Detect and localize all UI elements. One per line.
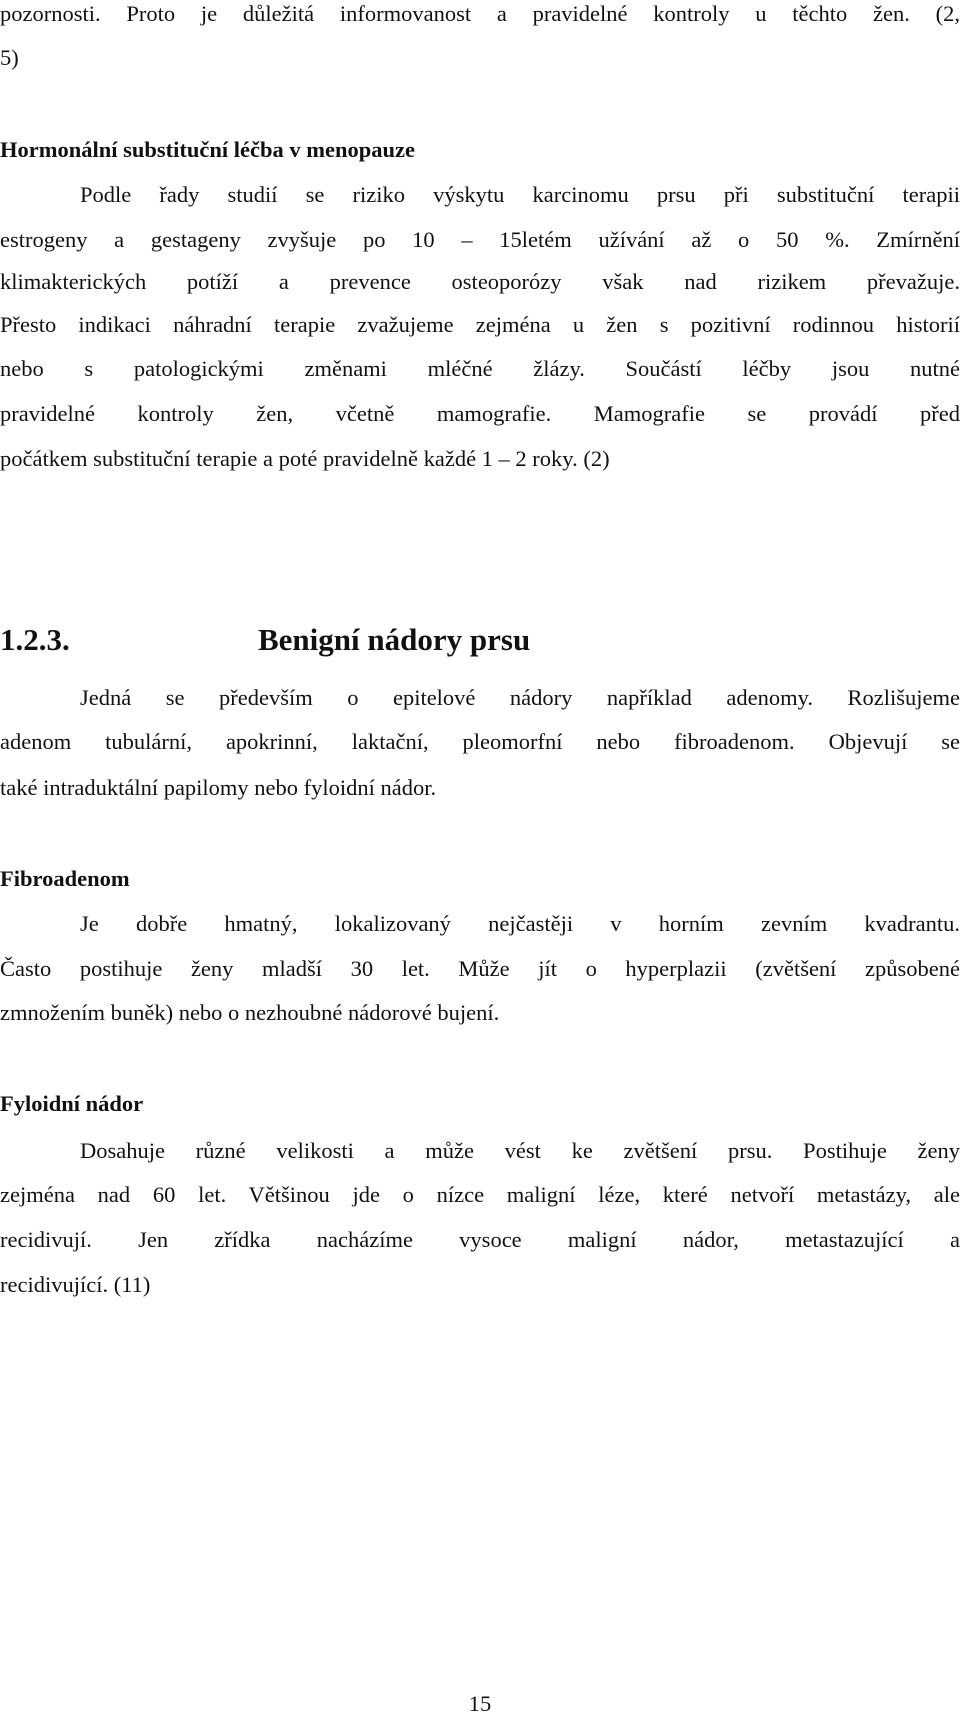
fibroadenom-paragraph-line: zmnožením buněk) nebo o nezhoubné nádorové bujení. (0, 1000, 500, 1025)
hrt-paragraph-line: klimakterických potíží a prevence osteoporózy však nad rizikem převažuje. (0, 269, 960, 294)
hrt-paragraph-line: Přesto indikaci náhradní terapie zvažujeme zejména u žen s pozitivní rodinnou historií (0, 312, 960, 337)
fibroadenom-paragraph-line: Je dobře hmatný, lokalizovaný nejčastěji v horním zevním kvadrantu. (80, 911, 960, 936)
chapter-number: 1.2.3. (0, 622, 70, 657)
hrt-paragraph-line: pravidelné kontroly žen, včetně mamografie. Mamografie se provádí před (0, 401, 960, 426)
hrt-heading: Hormonální substituční léčba v menopauze (0, 137, 416, 162)
hrt-paragraph-line: nebo s patologickými změnami mléčné žlázy. Součástí léčby jsou nutné (0, 356, 960, 381)
hrt-paragraph-line: Podle řady studií se riziko výskytu karcinomu prsu při substituční terapii (80, 182, 960, 207)
fyloidni-paragraph-line: Dosahuje různé velikosti a může vést ke zvětšení prsu. Postihuje ženy (80, 1138, 960, 1163)
benign-paragraph-line: také intraduktální papilomy nebo fyloidní nádor. (0, 775, 437, 800)
fyloidni-paragraph-line: zejména nad 60 let. Většinou jde o nízce maligní léze, které netvoří metastázy, ale (0, 1182, 960, 1207)
benign-paragraph-line: Jedná se především o epitelové nádory například adenomy. Rozlišujeme (80, 685, 960, 710)
fibroadenom-paragraph-line: Často postihuje ženy mladší 30 let. Může jít o hyperplazii (zvětšení způsobené (0, 956, 960, 981)
page-number: 15 (468, 1691, 492, 1716)
fyloidni-heading: Fyloidní nádor (0, 1091, 144, 1116)
hrt-paragraph-line: estrogeny a gestageny zvyšuje po 10 – 15letém užívání až o 50 %. Zmírnění (0, 227, 960, 252)
fibroadenom-heading: Fibroadenom (0, 866, 130, 891)
fyloidni-paragraph-line: recidivující. (11) (0, 1272, 151, 1297)
intro-line-2: 5) (0, 45, 19, 70)
intro-line-1: pozornosti. Proto je důležitá informovanost a pravidelné kontroly u těchto žen. (2, (0, 1, 960, 26)
fyloidni-paragraph-line: recidivují. Jen zřídka nacházíme vysoce maligní nádor, metastazující a (0, 1227, 960, 1252)
hrt-paragraph-line: počátkem substituční terapie a poté pravidelně každé 1 – 2 roky. (2) (0, 446, 610, 471)
benign-paragraph-line: adenom tubulární, apokrinní, laktační, pleomorfní nebo fibroadenom. Objevují se (0, 729, 960, 754)
chapter-title: Benigní nádory prsu (258, 622, 531, 657)
